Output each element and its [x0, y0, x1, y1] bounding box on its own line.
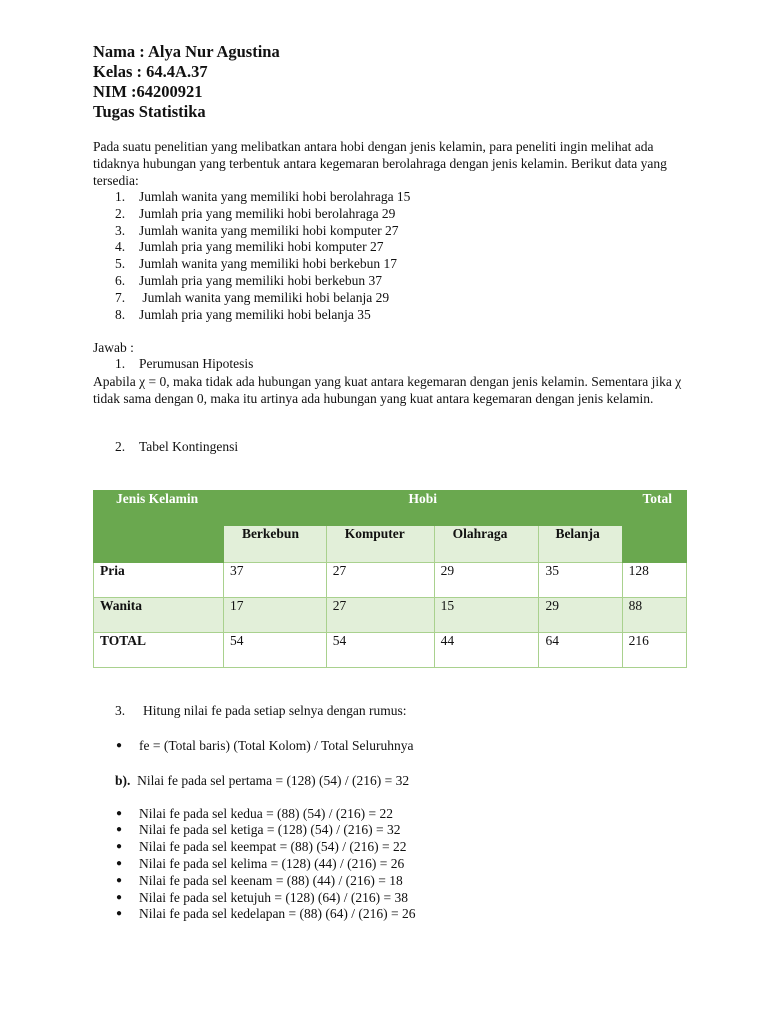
step-3: [93, 703, 693, 720]
step-3-heading: 3. Hitung nilai fe pada setiap selnya dengan rumus:: [115, 703, 407, 718]
subheader-komputer: Komputer: [326, 526, 434, 563]
row-label: Pria: [94, 563, 224, 598]
header-hobby: Hobi: [223, 491, 622, 526]
list-item: 5. Jumlah wanita yang memiliki hobi berkebun 17: [115, 256, 397, 272]
hypothesis-paragraph: Apabila χ = 0, maka tidak ada hubungan yang kuat antara kegemaran dengan jenis kelamin. Sementara jika χ tidak sama dengan 0, maka itu artinya ada hubungan yang kuat antara kegemaran dengan jenis kelamin.: [93, 374, 682, 407]
row-label: Wanita: [94, 598, 224, 633]
table-cell-total: 128: [622, 563, 686, 598]
table-cell: 44: [434, 633, 539, 668]
data-list: [93, 189, 693, 323]
bullet-icon: ●: [116, 739, 123, 751]
first-cell-line: [93, 772, 693, 789]
first-cell-label: b).: [115, 772, 131, 788]
table-cell: 54: [326, 633, 434, 668]
bullet-icon: ●: [116, 891, 123, 903]
list-item: 3. Jumlah wanita yang memiliki hobi komputer 27: [115, 222, 399, 238]
table-cell: 29: [539, 598, 622, 633]
header-total: Total: [622, 491, 686, 563]
list-item: 6. Jumlah pria yang memiliki hobi berkebun 37: [115, 272, 382, 288]
bullet-icon: ●: [116, 824, 123, 836]
list-item: ● Nilai fe pada sel ketiga = (128) (54) / (216) = 32: [116, 822, 401, 838]
list-item: 7. Jumlah wanita yang memiliki hobi belanja 29: [115, 289, 390, 305]
student-class: Kelas : 64.4A.37: [93, 62, 208, 81]
table-cell: 27: [326, 563, 434, 598]
bullet-icon: ●: [116, 908, 123, 920]
list-item: ● Nilai fe pada sel kelima = (128) (44) / (216) = 26: [116, 855, 405, 871]
contingency-table: [93, 490, 687, 668]
calculation-section: [93, 703, 693, 923]
student-name: Nama : Alya Nur Agustina: [93, 42, 280, 61]
table-cell-total: 216: [622, 633, 686, 668]
formula-item: ● fe = (Total baris) (Total Kolom) / Total Seluruhnya: [116, 737, 414, 753]
answer-label: Jawab :: [93, 340, 134, 356]
table-cell-total: 88: [622, 598, 686, 633]
student-nim: NIM :64200921: [93, 82, 203, 101]
table-cell: 35: [539, 563, 622, 598]
bullet-icon: ●: [116, 857, 123, 869]
step-1: [93, 356, 693, 373]
formula-list: [93, 738, 693, 755]
intro-paragraph: Pada suatu penelitian yang melibatkan antara hobi dengan jenis kelamin, para peneliti ingin melihat ada tidaknya hubungan yang terbentuk antara kegemaran berolahraga dengan jenis kelamin. Berikut data yang tersedia:: [93, 139, 667, 188]
step-2: [93, 439, 693, 456]
table-row: [94, 563, 687, 598]
step-2-heading: 2. Tabel Kontingensi: [115, 439, 239, 455]
table-cell: 54: [223, 633, 326, 668]
subheader-berkebun: Berkebun: [223, 526, 326, 563]
header-gender: Jenis Kelamin: [94, 491, 224, 563]
table-cell: 64: [539, 633, 622, 668]
list-item: ● Nilai fe pada sel kedelapan = (88) (64) / (216) = 26: [116, 906, 416, 922]
table-row: [94, 633, 687, 668]
step-1-heading: 1. Perumusan Hipotesis: [115, 356, 254, 372]
list-item: 1. Jumlah wanita yang memiliki hobi berolahraga 15: [115, 189, 411, 204]
list-item: ● Nilai fe pada sel kedua = (88) (54) / (216) = 22: [116, 805, 394, 821]
table-cell: 29: [434, 563, 539, 598]
list-item: 8. Jumlah pria yang memiliki hobi belanja 35: [115, 306, 371, 322]
list-item: 4. Jumlah pria yang memiliki hobi komputer 27: [115, 239, 384, 255]
list-item: ● Nilai fe pada sel keempat = (88) (54) / (216) = 22: [116, 839, 407, 855]
task-title: Tugas Statistika: [93, 102, 206, 121]
bullet-icon: ●: [116, 841, 123, 853]
row-label: TOTAL: [94, 633, 224, 668]
table-row: [94, 598, 687, 633]
table-cell: 37: [223, 563, 326, 598]
table-cell: 17: [223, 598, 326, 633]
table-cell: 15: [434, 598, 539, 633]
document-page: [93, 42, 693, 456]
fe-value-list: [93, 806, 693, 924]
table-cell: 27: [326, 598, 434, 633]
bullet-icon: ●: [116, 807, 123, 819]
list-item: 2. Jumlah pria yang memiliki hobi berolahraga 29: [115, 205, 396, 221]
list-item: ● Nilai fe pada sel keenam = (88) (44) / (216) = 18: [116, 872, 403, 888]
first-cell-text: Nilai fe pada sel pertama = (128) (54) / (216) = 32: [137, 772, 410, 788]
list-item: ● Nilai fe pada sel ketujuh = (128) (64) / (216) = 38: [116, 889, 409, 905]
bullet-icon: ●: [116, 874, 123, 886]
subheader-belanja: Belanja: [539, 526, 622, 563]
subheader-olahraga: Olahraga: [434, 526, 539, 563]
